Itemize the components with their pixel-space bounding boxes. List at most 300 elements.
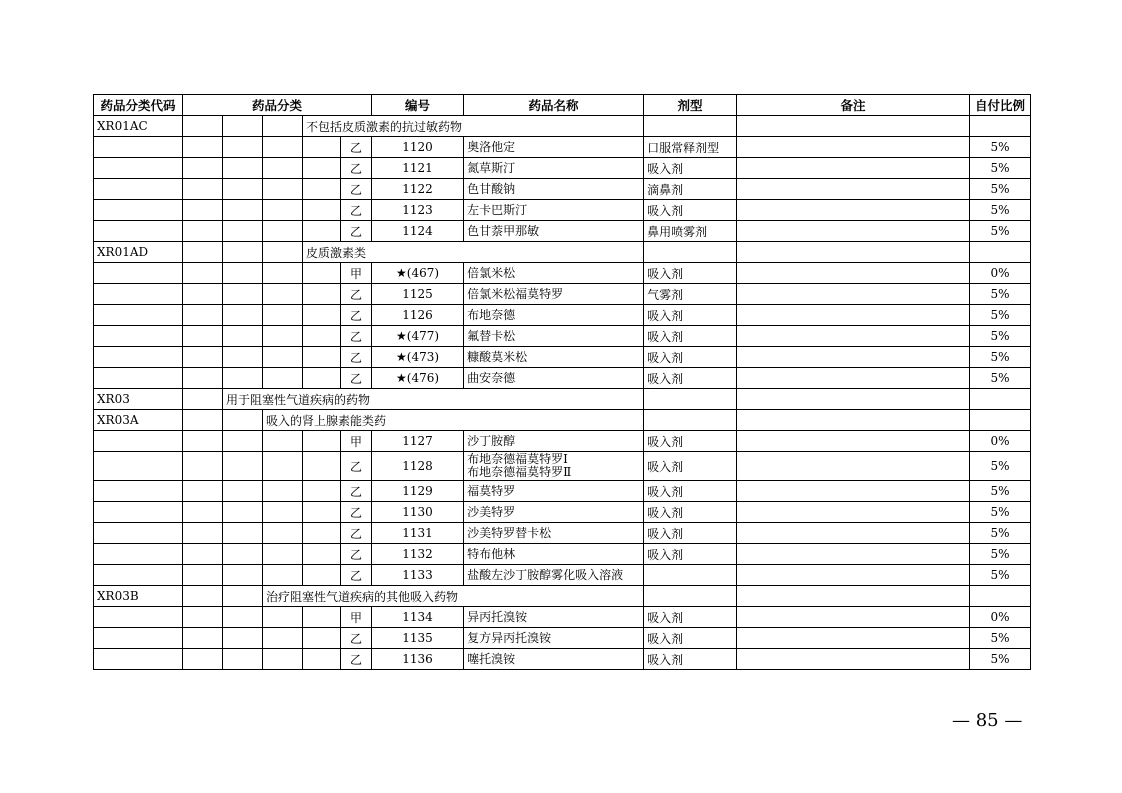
drug-name: 奥洛他定	[467, 139, 516, 154]
remarks-cell	[737, 607, 970, 628]
drug-row	[94, 137, 1031, 158]
code-cell	[94, 158, 183, 179]
category-label: 治疗阻塞性气道疾病的其他吸入药物	[263, 586, 644, 607]
indent-cell	[183, 410, 223, 431]
indent-cell	[223, 305, 263, 326]
dosage-cell: 滴鼻剂	[644, 179, 737, 200]
number-cell: ★(477)	[372, 326, 464, 347]
table-body	[94, 116, 1031, 670]
number-cell: ★(467)	[372, 263, 464, 284]
code-cell	[94, 523, 183, 544]
drug-name: 色甘萘甲那敏	[467, 223, 540, 238]
indent-cell	[303, 431, 341, 452]
grade-cell: 乙	[341, 221, 372, 242]
indent-cell	[183, 586, 223, 607]
indent-cell	[223, 263, 263, 284]
remarks-cell	[737, 179, 970, 200]
indent-cell	[263, 607, 303, 628]
remarks-cell	[737, 649, 970, 670]
category-row	[94, 586, 1031, 607]
drug-name-cell	[464, 284, 644, 305]
drug-catalog-table	[93, 94, 1031, 670]
number-cell: 1120	[372, 137, 464, 158]
remarks-cell	[737, 452, 970, 481]
drug-row	[94, 347, 1031, 368]
indent-cell	[263, 523, 303, 544]
drug-row	[94, 544, 1031, 565]
ratio-cell: 5%	[970, 565, 1031, 586]
grade-cell: 乙	[341, 347, 372, 368]
name-cell	[644, 116, 737, 137]
drug-row	[94, 523, 1031, 544]
drug-name-cell	[464, 263, 644, 284]
name-cell	[644, 389, 737, 410]
drug-row	[94, 452, 1031, 481]
indent-cell	[223, 347, 263, 368]
code-cell	[94, 368, 183, 389]
dosage-cell: 吸入剂	[644, 452, 737, 481]
indent-cell	[263, 368, 303, 389]
indent-cell	[223, 502, 263, 523]
dosage-cell	[644, 565, 737, 586]
indent-cell	[223, 586, 263, 607]
indent-cell	[223, 565, 263, 586]
indent-cell	[223, 158, 263, 179]
ratio-cell: 5%	[970, 137, 1031, 158]
indent-cell	[223, 242, 263, 263]
indent-cell	[223, 284, 263, 305]
indent-cell	[303, 565, 341, 586]
remarks-cell	[737, 158, 970, 179]
drug-row	[94, 179, 1031, 200]
indent-cell	[223, 137, 263, 158]
dosage-cell	[737, 586, 970, 607]
indent-cell	[303, 200, 341, 221]
ratio-cell: 5%	[970, 523, 1031, 544]
dosage-cell: 吸入剂	[644, 523, 737, 544]
dosage-cell: 气雾剂	[644, 284, 737, 305]
drug-name-cell	[464, 368, 644, 389]
indent-cell	[223, 607, 263, 628]
indent-cell	[183, 523, 223, 544]
code-cell	[94, 221, 183, 242]
category-row	[94, 389, 1031, 410]
drug-name-cell	[464, 200, 644, 221]
dosage-cell: 口服常释剂型	[644, 137, 737, 158]
drug-name: 沙美特罗	[467, 504, 516, 519]
indent-cell	[183, 502, 223, 523]
number-cell: 1133	[372, 565, 464, 586]
dosage-cell	[737, 389, 970, 410]
category-label: 皮质激素类	[303, 242, 644, 263]
ratio-cell: 5%	[970, 502, 1031, 523]
drug-row	[94, 565, 1031, 586]
code-cell	[94, 431, 183, 452]
number-cell: ★(473)	[372, 347, 464, 368]
header-code: 药品分类代码	[94, 95, 183, 116]
indent-cell	[183, 649, 223, 670]
indent-cell	[223, 179, 263, 200]
drug-name: 福莫特罗	[467, 483, 516, 498]
indent-cell	[223, 410, 263, 431]
remarks-cell	[737, 263, 970, 284]
remarks-cell	[737, 502, 970, 523]
code-cell	[94, 544, 183, 565]
number-cell: 1128	[372, 452, 464, 481]
indent-cell	[223, 431, 263, 452]
remarks-cell	[737, 481, 970, 502]
drug-name-cell	[464, 305, 644, 326]
drug-name: 沙丁胺醇	[467, 433, 516, 448]
number-cell: ★(476)	[372, 368, 464, 389]
grade-cell: 乙	[341, 649, 372, 670]
remarks-cell	[737, 305, 970, 326]
header-remarks: 备注	[737, 95, 970, 116]
drug-row	[94, 368, 1031, 389]
category-code: XR01AC	[94, 116, 183, 137]
indent-cell	[183, 116, 223, 137]
indent-cell	[223, 649, 263, 670]
grade-cell: 乙	[341, 628, 372, 649]
table-header-row	[94, 95, 1031, 116]
drug-name: 特布他林	[467, 546, 516, 561]
indent-cell	[263, 649, 303, 670]
drug-name-cell	[464, 431, 644, 452]
drug-name-cell	[464, 179, 644, 200]
drug-name-cell	[464, 628, 644, 649]
category-label: 用于阻塞性气道疾病的药物	[223, 389, 644, 410]
drug-name: 盐酸左沙丁胺醇雾化吸入溶液	[467, 567, 624, 582]
indent-cell	[303, 649, 341, 670]
indent-cell	[263, 565, 303, 586]
remarks-cell	[737, 221, 970, 242]
code-cell	[94, 565, 183, 586]
code-cell	[94, 628, 183, 649]
code-cell	[94, 452, 183, 481]
code-cell	[94, 347, 183, 368]
drug-name-cell	[464, 649, 644, 670]
indent-cell	[303, 523, 341, 544]
header-ratio: 自付比例	[970, 95, 1031, 116]
dosage-cell: 吸入剂	[644, 649, 737, 670]
indent-cell	[183, 431, 223, 452]
grade-cell: 乙	[341, 200, 372, 221]
header-dosage: 剂型	[644, 95, 737, 116]
number-cell: 1121	[372, 158, 464, 179]
drug-row	[94, 284, 1031, 305]
indent-cell	[223, 326, 263, 347]
number-cell: 1131	[372, 523, 464, 544]
remarks-cell	[970, 410, 1031, 431]
indent-cell	[183, 263, 223, 284]
drug-row	[94, 221, 1031, 242]
drug-name-cell	[464, 523, 644, 544]
dosage-cell: 吸入剂	[644, 305, 737, 326]
indent-cell	[303, 502, 341, 523]
remarks-cell	[970, 586, 1031, 607]
drug-row	[94, 628, 1031, 649]
ratio-cell: 5%	[970, 544, 1031, 565]
indent-cell	[303, 221, 341, 242]
dosage-cell: 鼻用喷雾剂	[644, 221, 737, 242]
indent-cell	[183, 158, 223, 179]
indent-cell	[183, 544, 223, 565]
grade-cell: 乙	[341, 305, 372, 326]
dosage-cell: 吸入剂	[644, 347, 737, 368]
category-row	[94, 410, 1031, 431]
ratio-cell: 5%	[970, 347, 1031, 368]
remarks-cell	[737, 565, 970, 586]
grade-cell: 乙	[341, 523, 372, 544]
ratio-cell: 5%	[970, 649, 1031, 670]
category-code: XR03	[94, 389, 183, 410]
dosage-cell: 吸入剂	[644, 158, 737, 179]
drug-name: 氟替卡松	[467, 328, 516, 343]
indent-cell	[183, 179, 223, 200]
ratio-cell: 5%	[970, 221, 1031, 242]
dosage-cell	[737, 410, 970, 431]
drug-name-cell	[464, 607, 644, 628]
grade-cell: 乙	[341, 544, 372, 565]
dosage-cell: 吸入剂	[644, 481, 737, 502]
indent-cell	[223, 481, 263, 502]
page-number: — 85 —	[952, 710, 1023, 731]
indent-cell	[223, 368, 263, 389]
indent-cell	[183, 628, 223, 649]
drug-name-cell	[464, 452, 644, 481]
indent-cell	[223, 200, 263, 221]
indent-cell	[183, 565, 223, 586]
indent-cell	[303, 452, 341, 481]
drug-name-cell	[464, 158, 644, 179]
drug-row	[94, 305, 1031, 326]
indent-cell	[263, 326, 303, 347]
drug-name-cell	[464, 502, 644, 523]
number-cell: 1122	[372, 179, 464, 200]
dosage-cell	[737, 116, 970, 137]
code-cell	[94, 502, 183, 523]
ratio-cell: 5%	[970, 452, 1031, 481]
grade-cell: 乙	[341, 179, 372, 200]
remarks-cell	[970, 389, 1031, 410]
indent-cell	[263, 263, 303, 284]
ratio-cell: 5%	[970, 179, 1031, 200]
remarks-cell	[970, 242, 1031, 263]
name-cell	[644, 586, 737, 607]
indent-cell	[183, 284, 223, 305]
header-category: 药品分类	[183, 95, 372, 116]
remarks-cell	[737, 200, 970, 221]
drug-row	[94, 431, 1031, 452]
indent-cell	[303, 368, 341, 389]
indent-cell	[263, 305, 303, 326]
drug-name: 左卡巴斯汀	[467, 202, 528, 217]
remarks-cell	[737, 326, 970, 347]
number-cell: 1135	[372, 628, 464, 649]
number-cell: 1132	[372, 544, 464, 565]
indent-cell	[303, 284, 341, 305]
grade-cell: 乙	[341, 452, 372, 481]
indent-cell	[263, 481, 303, 502]
remarks-cell	[737, 431, 970, 452]
ratio-cell: 5%	[970, 628, 1031, 649]
number-cell: 1126	[372, 305, 464, 326]
category-label: 吸入的肾上腺素能类药	[263, 410, 644, 431]
indent-cell	[303, 137, 341, 158]
number-cell: 1134	[372, 607, 464, 628]
drug-row	[94, 481, 1031, 502]
drug-name: 布地奈德福莫特罗Ⅰ	[467, 452, 568, 466]
code-cell	[94, 326, 183, 347]
indent-cell	[223, 628, 263, 649]
drug-row	[94, 607, 1031, 628]
name-cell	[644, 242, 737, 263]
indent-cell	[183, 326, 223, 347]
category-code: XR01AD	[94, 242, 183, 263]
indent-cell	[303, 347, 341, 368]
code-cell	[94, 607, 183, 628]
drug-name-cell	[464, 221, 644, 242]
number-cell: 1136	[372, 649, 464, 670]
number-cell: 1123	[372, 200, 464, 221]
indent-cell	[223, 523, 263, 544]
indent-cell	[263, 200, 303, 221]
drug-name: 色甘酸钠	[467, 181, 516, 196]
dosage-cell: 吸入剂	[644, 544, 737, 565]
drug-name-cell	[464, 544, 644, 565]
remarks-cell	[737, 347, 970, 368]
dosage-cell: 吸入剂	[644, 607, 737, 628]
drug-row	[94, 326, 1031, 347]
indent-cell	[263, 284, 303, 305]
indent-cell	[183, 368, 223, 389]
drug-row	[94, 649, 1031, 670]
ratio-cell: 0%	[970, 607, 1031, 628]
ratio-cell: 5%	[970, 284, 1031, 305]
indent-cell	[303, 481, 341, 502]
drug-row	[94, 502, 1031, 523]
indent-cell	[263, 544, 303, 565]
grade-cell: 乙	[341, 158, 372, 179]
dosage-cell	[737, 242, 970, 263]
ratio-cell: 5%	[970, 158, 1031, 179]
remarks-cell	[737, 368, 970, 389]
drug-name: 倍氯米松福莫特罗	[467, 286, 564, 301]
indent-cell	[223, 116, 263, 137]
code-cell	[94, 305, 183, 326]
remarks-cell	[737, 628, 970, 649]
category-label: 不包括皮质激素的抗过敏药物	[303, 116, 644, 137]
remarks-cell	[737, 137, 970, 158]
indent-cell	[263, 179, 303, 200]
indent-cell	[303, 628, 341, 649]
category-row	[94, 116, 1031, 137]
header-name: 药品名称	[464, 95, 644, 116]
remarks-cell	[737, 523, 970, 544]
dosage-cell: 吸入剂	[644, 368, 737, 389]
indent-cell	[183, 137, 223, 158]
indent-cell	[263, 137, 303, 158]
indent-cell	[303, 158, 341, 179]
ratio-cell: 5%	[970, 481, 1031, 502]
indent-cell	[303, 305, 341, 326]
number-cell: 1124	[372, 221, 464, 242]
indent-cell	[303, 263, 341, 284]
indent-cell	[183, 242, 223, 263]
grade-cell: 乙	[341, 326, 372, 347]
number-cell: 1129	[372, 481, 464, 502]
ratio-cell: 5%	[970, 305, 1031, 326]
indent-cell	[263, 221, 303, 242]
drug-row	[94, 263, 1031, 284]
grade-cell: 乙	[341, 565, 372, 586]
dosage-cell: 吸入剂	[644, 326, 737, 347]
grade-cell: 乙	[341, 502, 372, 523]
grade-cell: 乙	[341, 368, 372, 389]
drug-name: 氮草斯汀	[467, 160, 516, 175]
drug-row	[94, 158, 1031, 179]
code-cell	[94, 200, 183, 221]
grade-cell: 甲	[341, 431, 372, 452]
category-code: XR03A	[94, 410, 183, 431]
header-number: 编号	[372, 95, 464, 116]
category-row	[94, 242, 1031, 263]
drug-name: 曲安奈德	[467, 370, 516, 385]
code-cell	[94, 263, 183, 284]
drug-name: 沙美特罗替卡松	[467, 525, 552, 540]
ratio-cell: 5%	[970, 368, 1031, 389]
indent-cell	[223, 544, 263, 565]
remarks-cell	[970, 116, 1031, 137]
indent-cell	[183, 607, 223, 628]
indent-cell	[263, 347, 303, 368]
dosage-cell: 吸入剂	[644, 628, 737, 649]
indent-cell	[263, 431, 303, 452]
drug-row	[94, 200, 1031, 221]
grade-cell: 乙	[341, 481, 372, 502]
indent-cell	[303, 326, 341, 347]
drug-name: 糠酸莫米松	[467, 349, 528, 364]
code-cell	[94, 649, 183, 670]
category-code: XR03B	[94, 586, 183, 607]
ratio-cell: 0%	[970, 431, 1031, 452]
drug-name: 布地奈德福莫特罗Ⅱ	[467, 465, 572, 479]
drug-name-cell	[464, 326, 644, 347]
grade-cell: 乙	[341, 284, 372, 305]
grade-cell: 甲	[341, 607, 372, 628]
indent-cell	[263, 158, 303, 179]
indent-cell	[303, 179, 341, 200]
grade-cell: 甲	[341, 263, 372, 284]
number-cell: 1130	[372, 502, 464, 523]
indent-cell	[183, 481, 223, 502]
drug-name: 布地奈德	[467, 307, 516, 322]
code-cell	[94, 179, 183, 200]
code-cell	[94, 284, 183, 305]
number-cell: 1127	[372, 431, 464, 452]
drug-name: 倍氯米松	[467, 265, 516, 280]
drug-name-cell	[464, 137, 644, 158]
indent-cell	[183, 389, 223, 410]
indent-cell	[263, 628, 303, 649]
dosage-cell: 吸入剂	[644, 200, 737, 221]
code-cell	[94, 481, 183, 502]
indent-cell	[223, 221, 263, 242]
indent-cell	[183, 221, 223, 242]
name-cell	[644, 410, 737, 431]
dosage-cell: 吸入剂	[644, 263, 737, 284]
indent-cell	[263, 116, 303, 137]
